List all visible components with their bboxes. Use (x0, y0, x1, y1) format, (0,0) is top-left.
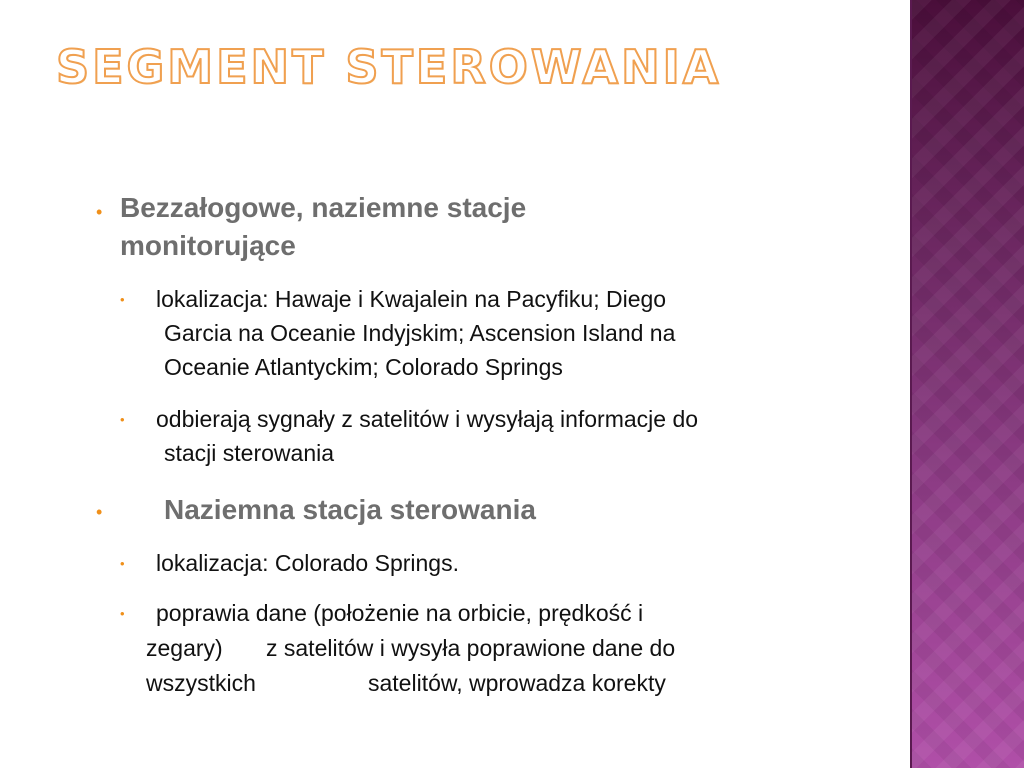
bullet-dot-icon: • (96, 202, 103, 222)
bullet-text-line: lokalizacja: Hawaje i Kwajalein na Pacyfiku; Diego (156, 286, 667, 312)
bullet-text-line: odbierają sygnały z satelitów i wysyłają informacje do (156, 406, 699, 432)
bullet-text-line: satelitów, wprowadza korekty (368, 670, 666, 696)
bullet-text-line: monitorujące (120, 230, 296, 261)
slide-title: SEGMENT STEROWANIA (56, 40, 722, 94)
bullet-text-line: Naziemna stacja sterowania (164, 494, 536, 525)
bullet-text-line: Garcia na Oceanie Indyjskim; Ascension Island na (164, 320, 676, 346)
bullet-text-line: wszystkich (146, 670, 256, 696)
bullet-dot-icon: • (120, 412, 125, 427)
bullet-text-line: Bezzałogowe, naziemne stacje (120, 192, 527, 223)
bullet-text-line: poprawia dane (położenie na orbicie, prędkość i (156, 600, 644, 626)
bullet-dot-icon: • (96, 502, 103, 522)
bullet-dot-icon: • (120, 606, 125, 621)
bullet-dot-icon: • (120, 556, 125, 571)
bullet-text-line: Oceanie Atlantyckim; Colorado Springs (164, 354, 563, 380)
decorative-side-band (912, 0, 1024, 768)
bullet-text-line: stacji sterowania (164, 440, 335, 466)
bullet-text-line: lokalizacja: Colorado Springs. (156, 550, 459, 576)
bullet-dot-icon: • (120, 292, 125, 307)
bullet-text-line: z satelitów i wysyła poprawione dane do (266, 635, 676, 661)
bullet-text-line: zegary) (146, 635, 223, 661)
